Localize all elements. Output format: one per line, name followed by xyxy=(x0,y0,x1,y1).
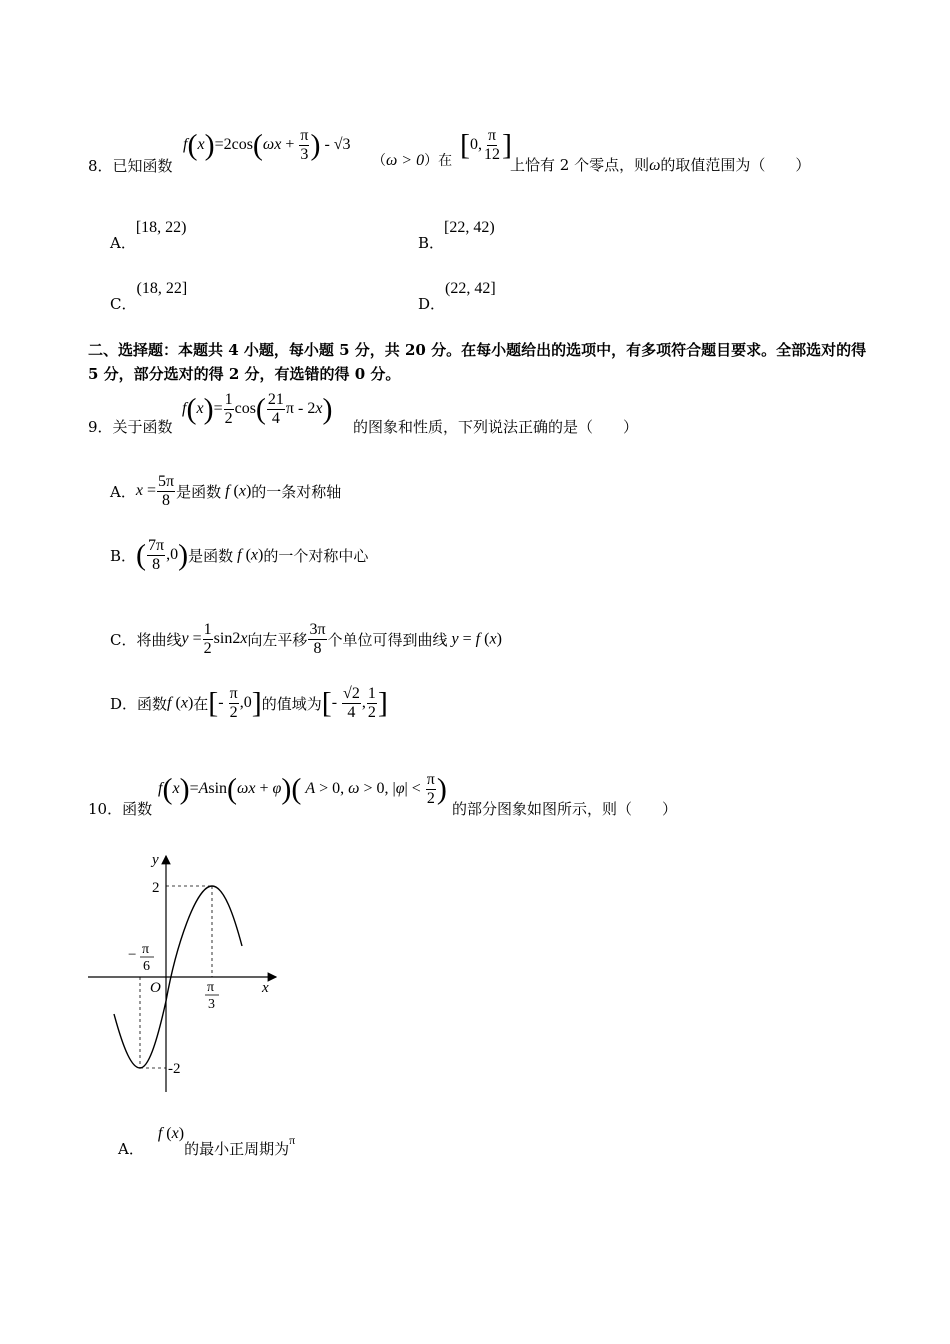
q8-option-b-value: [22, 42) xyxy=(444,219,495,236)
q8-option-a[interactable]: A．[18, 22) xyxy=(110,219,187,252)
y-max-label: 2 xyxy=(152,880,160,896)
sine-graph xyxy=(84,846,284,1096)
x-axis-label: x xyxy=(262,980,269,996)
origin-label: O xyxy=(150,980,161,996)
neg-pi-6-den: 6 xyxy=(143,959,150,974)
q8-rest: 上恰有 2 个零点，则ω的取值范围为（ ） xyxy=(510,156,811,174)
pi-3-num: π xyxy=(207,980,215,995)
q9-formula: f(x)= $\frac{1}{2}$ cos( $\frac{21}{4}$ π - 2x) xyxy=(182,391,333,427)
q10-option-a-pi: π xyxy=(289,1133,296,1147)
q8-lead: 已知函数 xyxy=(112,157,173,175)
q9-option-c[interactable]: C．将曲线y = $\frac{1}{2}$ sin2x向左平移 $\frac{3\pi}{8}$ 个单位可得到曲线 y = f (x) xyxy=(110,621,502,657)
q10-number-lead: 10．函数 xyxy=(88,800,153,818)
q10-tail: 的部分图象如图所示，则（ ） xyxy=(452,800,678,818)
q9-option-d[interactable]: D．函数f (x)在[- $\frac{\pi}{2}$ ,0]的值域为[- $\frac{√2}{4}$ , $\frac{1}{2}$ ] xyxy=(110,685,388,721)
q10-formula: f(x)=Asin(ωx + φ)( A > 0, ω > 0, |φ| < $\frac{\pi}{2}$ ) xyxy=(158,771,447,807)
q8-option-d[interactable]: D．(22, 42] xyxy=(418,280,496,313)
q8-option-d-value: (22, 42] xyxy=(445,280,496,297)
q8-interval: [0, $\frac{\pi}{12}$ ] xyxy=(460,127,512,163)
q8-option-c[interactable]: C．(18, 22] xyxy=(110,280,188,313)
y-axis-label: y xyxy=(152,852,159,868)
q8-condition: （ω > 0）在 xyxy=(372,152,453,169)
q8-option-b[interactable]: B．[22, 42) xyxy=(418,219,495,252)
neg-pi-6-sign: − xyxy=(128,947,137,963)
neg-pi-6-num: π xyxy=(142,942,150,957)
q8-number: 8． xyxy=(88,157,113,175)
q9-tail: 的图象和性质，下列说法正确的是（ ） xyxy=(353,418,639,436)
q8-zai: 在 xyxy=(438,153,453,169)
q8-line xyxy=(88,128,173,204)
q10-option-a[interactable]: A．f (x)的最小正周期为$_\pi$ xyxy=(118,1125,296,1158)
q9-option-a[interactable]: A．x = $\frac{5\pi}{8}$ 是函数 f (x)的一条对称轴 xyxy=(110,473,342,509)
q9-option-b[interactable]: B．( $\frac{7\pi}{8}$ ,0)是函数 f (x)的一个对称中心 xyxy=(110,537,369,573)
q8-option-c-value: (18, 22] xyxy=(136,280,188,297)
pi-3-den: 3 xyxy=(208,997,215,1012)
q8-omega-condition: ω > 0 xyxy=(386,152,425,169)
y-min-label: -2 xyxy=(168,1061,181,1077)
q8-omega: ω xyxy=(649,157,661,174)
q9-number-lead: 9．关于函数 xyxy=(88,418,173,436)
q8-formula: f(x)=2cos(ωx + $\frac{\pi}{3}$ ) - √3 xyxy=(183,127,351,163)
section-2-heading: 二、选择题：本题共 4 小题，每小题 5 分，共 20 分。在每小题给出的选项中，有多项符合题目要求。全部选对的得 5 分，部分选对的得 2 分，有选错的得 0 分。 xyxy=(88,341,867,383)
q8-option-a-value: [18, 22) xyxy=(135,219,187,236)
